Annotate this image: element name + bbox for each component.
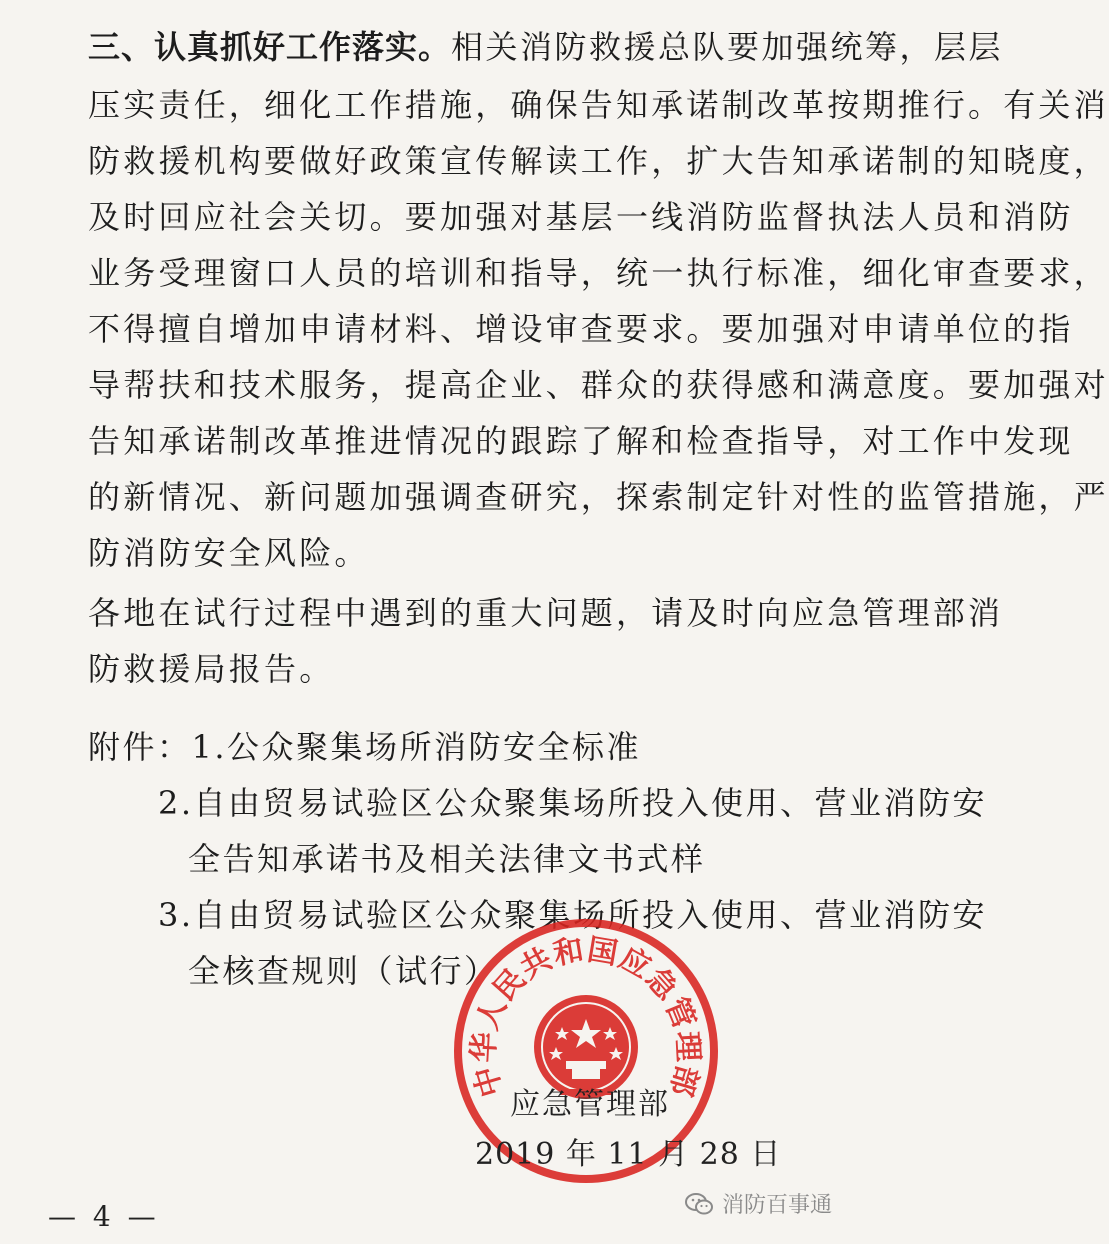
wechat-icon: [684, 1191, 714, 1217]
seal-text: 中华人民共和国应急管理部: [466, 932, 706, 1101]
attachment-1-number: 1.: [191, 728, 228, 766]
section-three-line-8: 告知承诺制改革推进情况的跟踪了解和检查指导，对工作中发现: [88, 422, 1074, 460]
page-number: — 4 —: [48, 1200, 160, 1233]
attachment-2-number: 2.: [158, 784, 194, 822]
wechat-watermark: [684, 1188, 832, 1219]
signing-organization: 应急管理部: [510, 1087, 670, 1122]
section-three-line-10: 防消防安全风险。: [88, 534, 370, 572]
watermark-text: 消防百事通: [722, 1193, 833, 1218]
national-emblem-icon: [534, 995, 638, 1099]
attachment-1-title: 公众聚集场所消防安全标准: [227, 728, 642, 766]
attachment-label: 附件：: [88, 728, 192, 766]
section-three-line-6: 不得擅自增加申请材料、增设审查要求。要加强对申请单位的指: [88, 310, 1074, 348]
section-three-heading: 三、认真抓好工作落实。: [88, 28, 452, 66]
attachment-2-title-line-2: 全告知承诺书及相关法律文书式样: [188, 840, 706, 878]
section-three-line-9: 的新情况、新问题加强调查研究，探索制定针对性的监管措施，严: [88, 478, 1109, 516]
section-three-line-3: 防救援机构要做好政策宣传解读工作，扩大告知承诺制的知晓度，: [88, 142, 1109, 180]
report-line-1: 各地在试行过程中遇到的重大问题，请及时向应急管理部消: [88, 594, 1004, 632]
attachment-item-1: [88, 726, 828, 768]
report-line-2: 防救援局报告。: [88, 650, 335, 688]
attachment-3-title-line-2: 全核查规则（试行）: [188, 952, 499, 990]
signing-date: 2019 年 11 月 28 日: [475, 1137, 782, 1172]
attachment-item-2: [158, 782, 988, 824]
section-three-line-1: [88, 26, 1004, 68]
section-three-line-5: 业务受理窗口人员的培训和指导，统一执行标准，细化审查要求，: [88, 254, 1109, 292]
attachment-3-number: 3.: [158, 896, 194, 934]
attachment-2-title-line-1: 自由贸易试验区公众聚集场所投入使用、营业消防安: [193, 784, 988, 822]
section-three-line-7: 导帮扶和技术服务，提高企业、群众的获得感和满意度。要加强对: [88, 366, 1109, 404]
section-three-text-1: 相关消防救援总队要加强统筹，层层: [451, 28, 1004, 66]
section-three-line-4: 及时回应社会关切。要加强对基层一线消防监督执法人员和消防: [88, 198, 1074, 236]
section-three-line-2: 压实责任，细化工作措施，确保告知承诺制改革按期推行。有关消: [88, 86, 1109, 124]
attachment-3-title-line-1: 自由贸易试验区公众聚集场所投入使用、营业消防安: [193, 896, 988, 934]
